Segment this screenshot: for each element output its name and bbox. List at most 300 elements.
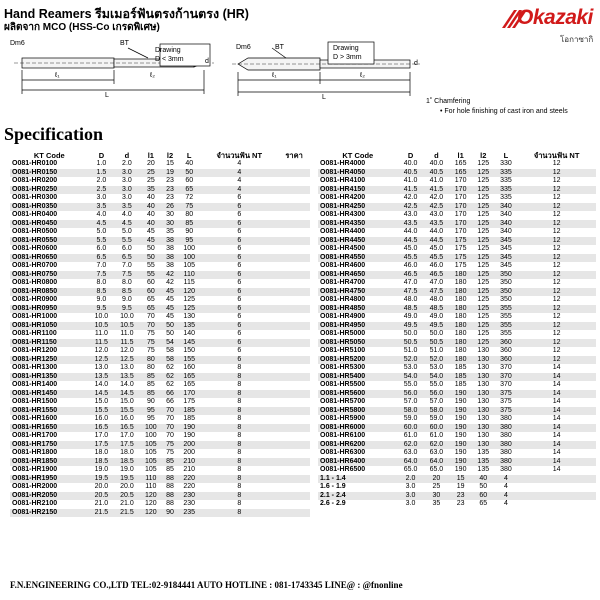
drawing-right-L: L <box>322 94 326 101</box>
table-cell: 16.0 <box>120 415 134 422</box>
table-row <box>318 169 596 178</box>
table-cell: 180 <box>454 279 467 286</box>
table-cell: 380 <box>495 441 518 450</box>
table-cell: 14 <box>552 364 561 371</box>
table-cell: 170 <box>449 186 472 195</box>
table-cell: 190 <box>183 432 196 439</box>
table-row <box>318 237 596 246</box>
table-cell: 58.0 <box>398 407 424 416</box>
table-cell: 1.5 <box>89 169 115 178</box>
table-cell: 64.0 <box>423 458 449 467</box>
table-cell: 180 <box>449 271 472 280</box>
table-cell: 88 <box>162 492 178 501</box>
table-cell: 6 <box>237 262 242 269</box>
table-cell: 5.5 <box>89 237 115 246</box>
kt-code-cell: O081-HR1600 <box>12 415 58 422</box>
table-row <box>10 390 310 399</box>
kt-code-cell: O081-HR6300 <box>320 449 366 456</box>
table-cell: 20.5 <box>89 492 115 501</box>
table-row <box>10 211 310 220</box>
drawing-right-d: d <box>414 60 418 67</box>
table-cell: 42.0 <box>429 194 444 201</box>
kt-code-cell: O081-HR2050 <box>10 492 89 501</box>
table-cell: 4.0 <box>122 211 132 218</box>
table-row <box>10 509 310 518</box>
table-row <box>10 254 310 263</box>
table-row <box>318 271 596 280</box>
kt-code-cell: O081-HR0100 <box>12 160 58 167</box>
table-cell: 49.5 <box>398 322 424 331</box>
table-cell: 14 <box>552 398 561 405</box>
kt-code-cell: O081-HR1850 <box>10 458 89 467</box>
table-cell: 235 <box>178 509 200 518</box>
table-cell: 50.5 <box>398 339 424 348</box>
table-cell: 355 <box>495 305 518 314</box>
table-cell: 90 <box>146 398 155 405</box>
table-cell: 125 <box>472 305 495 314</box>
table-cell: 6 <box>237 279 242 286</box>
table-cell: 17.0 <box>120 432 134 439</box>
table-cell: 12.5 <box>89 356 115 365</box>
table-cell: 54.0 <box>423 373 449 382</box>
table-cell: 40.5 <box>398 169 424 178</box>
table-cell: 54 <box>162 339 178 348</box>
table-cell: 180 <box>449 339 472 348</box>
table-cell: 66 <box>166 398 174 405</box>
table-row <box>10 398 310 407</box>
table-cell: 30 <box>166 211 174 218</box>
table-cell <box>278 432 310 441</box>
table-cell <box>278 356 310 365</box>
table-cell: 53.0 <box>429 364 444 371</box>
table-cell: 6 <box>200 339 278 348</box>
table-cell <box>278 381 310 390</box>
table-cell: 42.0 <box>403 194 418 201</box>
table-cell: 380 <box>495 424 518 433</box>
kt-code-cell: O081-HR5100 <box>320 347 366 354</box>
table-cell: 1.0 <box>96 160 107 167</box>
kt-code-cell: O081-HR0650 <box>10 254 89 263</box>
table-cell: 85 <box>140 390 162 399</box>
table-cell <box>517 475 596 484</box>
table-cell: 17.0 <box>94 432 109 439</box>
spec-table-right <box>318 151 596 509</box>
kt-code-cell: O081-HR0400 <box>12 211 58 218</box>
table-cell: 60 <box>472 492 495 501</box>
table-cell <box>278 245 310 254</box>
table-cell: 220 <box>183 483 196 490</box>
table-cell: 65.0 <box>403 466 418 473</box>
table-row <box>10 194 310 203</box>
table-cell: 46.0 <box>403 262 418 269</box>
table-cell: 185 <box>454 364 467 371</box>
table-cell: 125 <box>477 279 490 286</box>
table-cell: 350 <box>500 296 512 303</box>
table-cell: 47.0 <box>429 279 444 286</box>
column-header: d <box>434 151 439 160</box>
table-cell: 65 <box>140 305 162 314</box>
table-cell: 355 <box>495 322 518 331</box>
table-cell: 19 <box>456 483 465 490</box>
table-cell: 135 <box>477 466 490 473</box>
drawing-left-label: Drawing <box>155 47 181 54</box>
table-cell <box>278 330 310 339</box>
kt-code-cell: O081-HR5400 <box>318 373 398 382</box>
table-cell: 380 <box>500 466 512 473</box>
kt-code-cell: O081-HR0600 <box>12 245 58 252</box>
table-cell: 43.0 <box>429 211 444 218</box>
table-row <box>318 330 596 339</box>
table-cell <box>278 313 310 322</box>
table-row <box>318 407 596 416</box>
table-cell: 340 <box>500 211 512 218</box>
column-header: l2 <box>166 151 174 160</box>
table-cell <box>278 458 310 467</box>
kt-code-cell: O081-HR4800 <box>320 296 366 303</box>
table-cell: 8.5 <box>89 288 115 297</box>
table-cell <box>517 483 596 492</box>
table-cell: 130 <box>477 415 490 422</box>
table-row <box>318 211 596 220</box>
table-cell: 23 <box>162 186 178 195</box>
table-cell: 75 <box>146 347 155 354</box>
kt-code-cell: O081-HR5500 <box>320 381 366 388</box>
table-cell: 355 <box>500 313 512 320</box>
table-cell: 345 <box>500 245 512 252</box>
table-row <box>318 415 596 424</box>
table-cell: 50.5 <box>423 339 449 348</box>
table-cell <box>278 169 310 178</box>
table-row <box>10 169 310 178</box>
table-cell: 140 <box>183 330 196 337</box>
table-cell: 3.0 <box>122 194 132 201</box>
table-cell: 190 <box>449 458 472 467</box>
table-cell: 3.0 <box>405 483 416 490</box>
table-cell: 8 <box>200 492 278 501</box>
table-cell: 38 <box>162 237 178 246</box>
table-cell: 48.0 <box>429 296 444 303</box>
kt-code-cell: O081-HR6100 <box>320 432 366 439</box>
table-cell: 185 <box>178 407 200 416</box>
table-cell: 60 <box>185 177 194 184</box>
table-row <box>10 228 310 237</box>
table-cell: 46.5 <box>398 271 424 280</box>
kt-code-cell: O081-HR5700 <box>320 398 366 405</box>
table-cell: 8 <box>237 364 242 371</box>
table-row <box>10 203 310 212</box>
table-cell: 45.0 <box>429 245 444 252</box>
table-cell: 8 <box>237 398 242 405</box>
table-row <box>318 279 596 288</box>
table-row <box>10 237 310 246</box>
specification-heading: Specification <box>4 124 103 144</box>
table-cell: 4 <box>237 160 242 167</box>
table-cell: 52.0 <box>423 356 449 365</box>
table-cell: 16.5 <box>114 424 140 433</box>
kt-code-cell: O081-HR1750 <box>10 441 89 450</box>
kt-code-cell: O081-HR1400 <box>12 381 58 388</box>
table-cell: 46.5 <box>423 271 449 280</box>
table-cell: 12 <box>552 245 561 252</box>
table-cell: 190 <box>454 449 467 456</box>
column-header: l1 <box>457 151 464 160</box>
table-cell: 4 <box>495 475 518 484</box>
kt-code-cell: O081-HR1450 <box>10 390 89 399</box>
drawing-left-condition: D < 3mm <box>155 56 184 63</box>
table-cell: 41.0 <box>429 177 444 184</box>
table-cell: 2.0 <box>398 475 424 484</box>
table-cell: 95 <box>178 237 200 246</box>
table-cell: 50.0 <box>403 330 418 337</box>
table-cell <box>278 160 310 169</box>
table-row <box>10 330 310 339</box>
table-cell: 61.0 <box>429 432 444 439</box>
kt-code-cell: O081-HR5050 <box>318 339 398 348</box>
table-cell: 6.0 <box>96 245 107 252</box>
table-cell: 360 <box>495 356 518 365</box>
table-row <box>10 296 310 305</box>
table-cell: 6 <box>200 271 278 280</box>
table-cell: 110 <box>145 483 157 490</box>
table-cell: 40.5 <box>423 169 449 178</box>
table-cell <box>278 228 310 237</box>
table-row <box>10 381 310 390</box>
table-cell: 90 <box>162 509 178 518</box>
table-cell: 6 <box>200 322 278 331</box>
table-row <box>318 322 596 331</box>
table-cell: 4 <box>503 483 508 490</box>
kt-code-cell: O081-HR4850 <box>318 305 398 314</box>
table-cell: 55 <box>146 262 155 269</box>
kt-code-cell: O081-HR4100 <box>320 177 366 184</box>
table-cell: 42 <box>162 271 178 280</box>
column-header: KT Code <box>33 151 65 160</box>
table-cell: 130 <box>472 407 495 416</box>
table-row <box>318 347 596 356</box>
table-cell <box>517 492 596 501</box>
table-cell: 62 <box>166 381 174 388</box>
table-cell: 5.0 <box>122 228 132 235</box>
table-cell: 35 <box>432 500 441 507</box>
table-cell: 175 <box>449 254 472 263</box>
table-cell: 10.0 <box>120 313 134 320</box>
table-cell: 50 <box>166 330 174 337</box>
table-cell: 40 <box>472 475 495 484</box>
table-cell: 38 <box>166 245 174 252</box>
table-cell: 12 <box>552 279 561 286</box>
kt-code-cell: O081-HR5800 <box>318 407 398 416</box>
table-row <box>318 254 596 263</box>
table-cell: 125 <box>477 245 490 252</box>
table-cell: 12.5 <box>114 356 140 365</box>
table-row <box>10 262 310 271</box>
kt-code-cell: O081-HR5600 <box>318 390 398 399</box>
table-cell: 130 <box>472 441 495 450</box>
logo-subtext: โอกาซากิ <box>560 35 594 44</box>
table-cell: 26 <box>162 203 178 212</box>
table-cell <box>278 364 310 373</box>
column-header: จำนวนฟัน NT <box>533 151 580 160</box>
table-cell: 12 <box>552 347 561 354</box>
table-row <box>318 449 596 458</box>
table-cell: 59.0 <box>403 415 418 422</box>
table-row <box>318 262 596 271</box>
table-row <box>318 390 596 399</box>
table-cell: 370 <box>500 381 512 388</box>
table-row <box>10 407 310 416</box>
kt-code-cell: O081-HR1950 <box>10 475 89 484</box>
table-cell: 75 <box>178 203 200 212</box>
table-cell: 170 <box>454 211 467 218</box>
table-cell: 75 <box>140 339 162 348</box>
table-cell: 180 <box>449 305 472 314</box>
table-cell: 9.0 <box>96 296 107 303</box>
table-cell <box>278 424 310 433</box>
kt-code-cell: O081-HR0700 <box>12 262 58 269</box>
kt-code-cell: O081-HR1350 <box>10 373 89 382</box>
table-cell: 5.0 <box>96 228 107 235</box>
kt-code-cell: O081-HR1800 <box>12 449 58 456</box>
table-cell: 45 <box>162 305 178 314</box>
table-cell: 9.0 <box>122 296 132 303</box>
table-cell: 165 <box>178 373 200 382</box>
column-header: d <box>124 151 130 160</box>
drawing-large-diameter <box>232 36 424 118</box>
table-cell: 8.5 <box>114 288 140 297</box>
kt-code-cell: O081-HR1050 <box>10 322 89 331</box>
table-cell: 3.5 <box>114 203 140 212</box>
table-cell: 35 <box>166 228 174 235</box>
kt-code-cell: O081-HR0450 <box>10 220 89 229</box>
table-cell: 40 <box>140 203 162 212</box>
page-title: Hand Reamers รีมเมอร์ฟันตรงก้านตรง (HR) <box>4 7 249 21</box>
table-cell: 55 <box>140 271 162 280</box>
table-cell: 180 <box>449 356 472 365</box>
table-cell: 135 <box>477 449 490 456</box>
table-cell: 12 <box>552 228 561 235</box>
table-cell: 190 <box>178 424 200 433</box>
column-header: ราคา <box>285 151 303 160</box>
kt-code-cell: O081-HR4400 <box>320 228 366 235</box>
table-cell: 18.5 <box>89 458 115 467</box>
table-row <box>318 220 596 229</box>
table-cell: 6 <box>237 245 242 252</box>
table-cell: 355 <box>500 330 512 337</box>
column-header: จำนวนฟัน NT <box>216 151 263 160</box>
table-row <box>318 492 596 501</box>
table-cell: 125 <box>472 220 495 229</box>
table-cell: 40.0 <box>403 160 418 167</box>
table-cell: 170 <box>454 194 467 201</box>
table-row <box>10 177 310 186</box>
table-cell: 13.5 <box>114 373 140 382</box>
table-cell: 66 <box>162 390 178 399</box>
spec-table-left <box>10 151 310 517</box>
table-cell: 12 <box>552 194 561 201</box>
kt-code-cell: O081-HR1150 <box>10 339 89 348</box>
table-cell <box>278 296 310 305</box>
table-cell: 120 <box>140 509 162 518</box>
table-cell: 340 <box>495 203 518 212</box>
table-row <box>318 288 596 297</box>
kt-code-cell: O081-HR6500 <box>320 466 366 473</box>
kt-code-cell: O081-HR1300 <box>12 364 58 371</box>
table-cell: 3.0 <box>122 177 132 184</box>
table-cell: 19.0 <box>120 466 134 473</box>
table-cell: 40.0 <box>429 160 444 167</box>
table-cell: 370 <box>495 373 518 382</box>
table-cell: 170 <box>178 390 200 399</box>
table-cell: 15.5 <box>114 407 140 416</box>
table-cell: 2.0 <box>122 160 132 167</box>
table-cell: 14 <box>517 373 596 382</box>
table-cell <box>278 347 310 356</box>
table-cell: 125 <box>472 322 495 331</box>
table-cell: 220 <box>178 475 200 484</box>
kt-code-cell: O081-HR1650 <box>10 424 89 433</box>
table-cell: 18.0 <box>94 449 109 456</box>
table-cell: 85 <box>140 373 162 382</box>
table-cell: 44.5 <box>398 237 424 246</box>
table-cell: 180 <box>454 296 467 303</box>
drawing-left-dm: Dm6 <box>10 40 25 47</box>
table-cell: 65 <box>178 186 200 195</box>
table-cell: 45 <box>166 313 174 320</box>
drawing-left-bt: BT <box>120 40 129 47</box>
table-cell: 50 <box>479 483 488 490</box>
table-cell: 14 <box>552 466 561 473</box>
kt-code-cell: O081-HR4300 <box>320 211 366 218</box>
table-cell: 3.0 <box>96 194 107 201</box>
table-cell: 130 <box>472 356 495 365</box>
kt-code-cell: O081-HR0300 <box>12 194 58 201</box>
table-cell: 190 <box>449 407 472 416</box>
kt-code-cell: O081-HR1900 <box>12 466 58 473</box>
table-cell: 50 <box>146 245 155 252</box>
table-row <box>318 441 596 450</box>
table-row <box>10 245 310 254</box>
table-cell: 48.5 <box>423 305 449 314</box>
table-cell: 12 <box>552 330 561 337</box>
table-cell: 145 <box>178 339 200 348</box>
table-cell: 8 <box>200 407 278 416</box>
table-row <box>10 186 310 195</box>
table-cell: 125 <box>477 296 490 303</box>
table-cell <box>278 237 310 246</box>
table-cell: 190 <box>449 390 472 399</box>
table-cell: 7.0 <box>122 262 132 269</box>
table-row <box>318 483 596 492</box>
table-cell: 100 <box>183 245 196 252</box>
table-cell: 8 <box>200 390 278 399</box>
table-cell: 165 <box>183 381 196 388</box>
table-cell: 6 <box>237 347 242 354</box>
table-cell: 180 <box>449 288 472 297</box>
kt-code-cell: O081-HR4600 <box>320 262 366 269</box>
table-cell: 65 <box>146 296 155 303</box>
table-cell: 95 <box>140 407 162 416</box>
kt-code-cell: 1.1 - 1.4 <box>318 475 398 484</box>
table-cell: 23 <box>449 492 472 501</box>
table-cell: 38 <box>166 262 174 269</box>
table-cell: 230 <box>183 500 196 507</box>
table-cell: 85 <box>178 220 200 229</box>
table-cell: 62.0 <box>423 441 449 450</box>
table-cell: 55.0 <box>403 381 418 388</box>
drawing-right-l2: ℓ₂ <box>360 72 365 79</box>
table-cell: 150 <box>183 347 196 354</box>
table-cell: 165 <box>454 160 467 167</box>
